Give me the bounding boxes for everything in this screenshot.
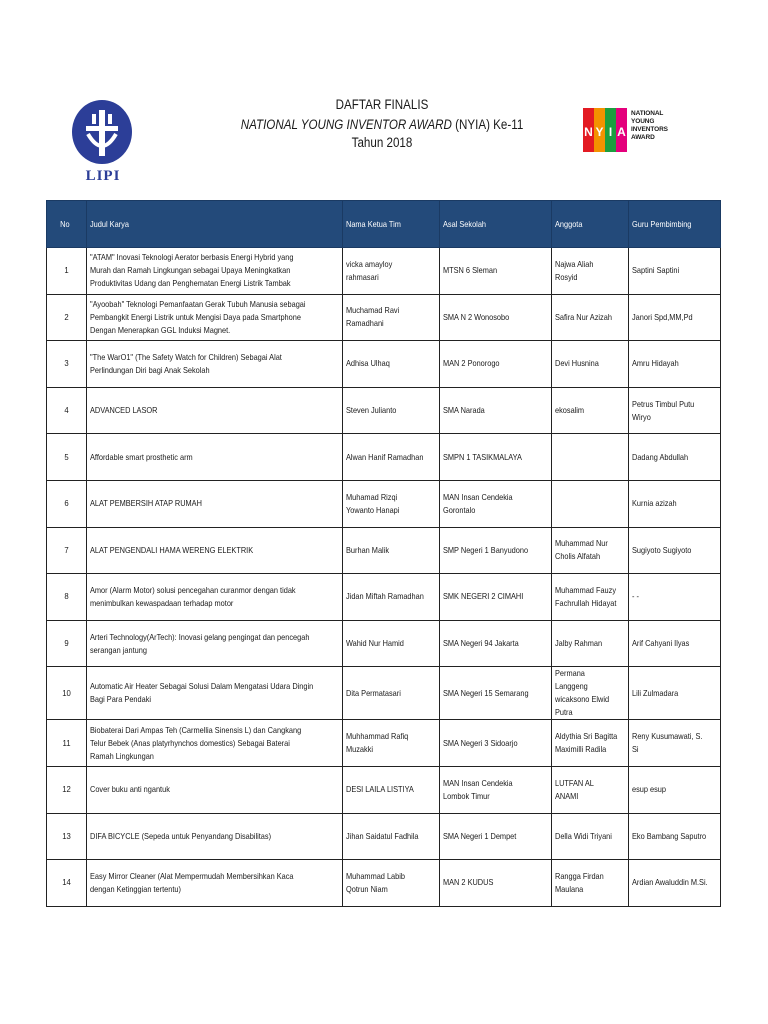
cell-guru: Dadang Abdullah (629, 434, 721, 481)
cell-anggota: Muhammad Nur Cholis Alfatah (552, 527, 629, 574)
table-row (47, 574, 721, 621)
cell-anggota: Jalby Rahman (552, 620, 629, 667)
nyia-logo-text (631, 110, 668, 142)
cell-no: 2 (47, 294, 87, 341)
cell-guru: Eko Bambang Saputro (629, 813, 721, 860)
cell-guru: - - (629, 574, 721, 621)
cell-guru: Saptini Saptini (629, 248, 721, 295)
table-row (47, 387, 721, 434)
cell-nama: Muhhammad Rafiq Muzakki (343, 720, 440, 767)
nyia-logo (583, 104, 683, 156)
page-subtitle (225, 116, 538, 152)
cell-asal: SMP Negeri 1 Banyudono (440, 527, 552, 574)
title-block (200, 96, 564, 152)
cell-judul: "Ayoobah" Teknologi Pemanfaatan Gerak Tubuh Manusia sebagai Pembangkit Energi Listrik untuk Mengisi Daya pada Smartphone Dengan Menerapkan GGL Induksi Magnet. (87, 294, 343, 341)
cell-nama: Jihan Saidatul Fadhila (343, 813, 440, 860)
cell-judul: "The WarO1" (The Safety Watch for Children) Sebagai Alat Perlindungan Diri bagi Anak Sekolah (87, 341, 343, 388)
cell-no: 14 (47, 860, 87, 907)
cell-guru: Amru Hidayah (629, 341, 721, 388)
cell-judul: DIFA BICYCLE (Sepeda untuk Penyandang Disabilitas) (87, 813, 343, 860)
cell-judul: Cover buku anti ngantuk (87, 766, 343, 813)
cell-no: 3 (47, 341, 87, 388)
cell-anggota: Della Widi Triyani (552, 813, 629, 860)
cell-nama: Alwan Hanif Ramadhan (343, 434, 440, 481)
lipi-logo-text: LIPI (85, 168, 121, 184)
cell-no: 4 (47, 387, 87, 434)
cell-asal: SMA Narada (440, 387, 552, 434)
table-row (47, 527, 721, 574)
cell-no: 5 (47, 434, 87, 481)
table-row (47, 248, 721, 295)
cell-nama: Muchamad Ravi Ramadhani (343, 294, 440, 341)
column-header-guru: Guru Pembimbing (629, 201, 721, 248)
cell-judul: ADVANCED LASOR (87, 387, 343, 434)
table-row (47, 813, 721, 860)
cell-judul: Biobaterai Dari Ampas Teh (Carmellia Sinensis L) dan Cangkang Telur Bebek (Anas platyrhynchos domestics) Sebagai Baterai Ramah Lingkungan (87, 720, 343, 767)
cell-judul: Easy Mirror Cleaner (Alat Mempermudah Membersihkan Kaca dengan Ketinggian tertentu) (87, 860, 343, 907)
cell-anggota: Aldythia Sri Bagitta Maximilli Radila (552, 720, 629, 767)
cell-asal: SMA N 2 Wonosobo (440, 294, 552, 341)
document-header (0, 0, 768, 200)
page-title: DAFTAR FINALIS (335, 97, 429, 112)
cell-asal: SMA Negeri 1 Dempet (440, 813, 552, 860)
cell-guru: Petrus Timbul Putu Wiryo (629, 387, 721, 434)
cell-no: 13 (47, 813, 87, 860)
table-row (47, 720, 721, 767)
cell-no: 8 (47, 574, 87, 621)
column-header-asal: Asal Sekolah (440, 201, 552, 248)
cell-anggota: LUTFAN AL ANAMI (552, 766, 629, 813)
nyia-line: NATIONAL (631, 110, 664, 117)
cell-anggota: Permana Langgeng wicaksono Elwid Putra (552, 667, 629, 720)
cell-judul: Automatic Air Heater Sebagai Solusi Dalam Mengatasi Udara Dingin Bagi Para Pendaki (87, 667, 343, 720)
award-edition: (NYIA) Ke-11 Tahun 2018 (351, 117, 524, 150)
cell-judul: Arteri Technology(ArTech): Inovasi gelang pengingat dan pencegah serangan jantung (87, 620, 343, 667)
cell-guru: Ardian Awaluddin M.Si. (629, 860, 721, 907)
nyia-line: AWARD (631, 134, 655, 141)
cell-no: 11 (47, 720, 87, 767)
cell-asal: MAN Insan Cendekia Lombok Timur (440, 766, 552, 813)
table-row (47, 766, 721, 813)
cell-guru: Janori Spd,MM,Pd (629, 294, 721, 341)
cell-no: 12 (47, 766, 87, 813)
table-row (47, 341, 721, 388)
cell-guru: Kurnia azizah (629, 480, 721, 527)
table-row (47, 294, 721, 341)
cell-no: 7 (47, 527, 87, 574)
cell-nama: Steven Julianto (343, 387, 440, 434)
cell-judul: Affordable smart prosthetic arm (87, 434, 343, 481)
cell-anggota (552, 434, 629, 481)
cell-anggota: ekosalim (552, 387, 629, 434)
cell-asal: MAN 2 KUDUS (440, 860, 552, 907)
cell-guru: Sugiyoto Sugiyoto (629, 527, 721, 574)
cell-anggota (552, 480, 629, 527)
cell-nama: Muhamad Rizqi Yowanto Hanapi (343, 480, 440, 527)
cell-nama: Dita Permatasari (343, 667, 440, 720)
cell-asal: SMA Negeri 15 Semarang (440, 667, 552, 720)
nyia-letter: N (584, 125, 593, 139)
nyia-line: INVENTORS (631, 126, 668, 133)
cell-guru: esup esup (629, 766, 721, 813)
cell-judul: ALAT PEMBERSIH ATAP RUMAH (87, 480, 343, 527)
column-header-no: No (47, 201, 87, 248)
cell-nama: Burhan Malik (343, 527, 440, 574)
table-row (47, 434, 721, 481)
table-row (47, 860, 721, 907)
cell-asal: SMA Negeri 3 Sidoarjo (440, 720, 552, 767)
cell-nama: vicka amayloy rahmasari (343, 248, 440, 295)
cell-nama: Muhammad Labib Qotrun Niam (343, 860, 440, 907)
finalist-table (46, 200, 721, 907)
cell-guru: Arif Cahyani Ilyas (629, 620, 721, 667)
cell-asal: MAN Insan Cendekia Gorontalo (440, 480, 552, 527)
cell-nama: Adhisa Ulhaq (343, 341, 440, 388)
nyia-letter: Y (595, 125, 604, 139)
cell-asal: MTSN 6 Sleman (440, 248, 552, 295)
table-row (47, 620, 721, 667)
nyia-letter: A (617, 125, 626, 139)
cell-guru: Lili Zulmadara (629, 667, 721, 720)
nyia-letter: I (608, 125, 613, 139)
cell-guru: Reny Kusumawati, S. Si (629, 720, 721, 767)
award-name: NATIONAL YOUNG INVENTOR AWARD (240, 117, 452, 132)
cell-no: 1 (47, 248, 87, 295)
nyia-letters-icon (583, 104, 629, 156)
cell-no: 9 (47, 620, 87, 667)
cell-asal: MAN 2 Ponorogo (440, 341, 552, 388)
table-row (47, 667, 721, 720)
cell-anggota: Muhammad Fauzy Fachrullah Hidayat (552, 574, 629, 621)
cell-nama: DESI LAILA LISTIYA (343, 766, 440, 813)
column-header-judul: Judul Karya (87, 201, 343, 248)
nyia-line: YOUNG (631, 118, 655, 125)
cell-judul: "ATAM" Inovasi Teknologi Aerator berbasis Energi Hybrid yang Murah dan Ramah Lingkungan sebagai Upaya Meningkatkan Produktivitas Udang dan Penghematan Energi Listrik Tambak (87, 248, 343, 295)
cell-anggota: Najwa Aliah Rosyid (552, 248, 629, 295)
cell-no: 10 (47, 667, 87, 720)
column-header-anggota: Anggota (552, 201, 629, 248)
table-body (47, 248, 721, 907)
cell-asal: SMA Negeri 94 Jakarta (440, 620, 552, 667)
cell-anggota: Safira Nur Azizah (552, 294, 629, 341)
cell-no: 6 (47, 480, 87, 527)
cell-judul: ALAT PENGENDALI HAMA WERENG ELEKTRIK (87, 527, 343, 574)
cell-anggota: Devi Husnina (552, 341, 629, 388)
column-header-nama: Nama Ketua Tim (343, 201, 440, 248)
cell-judul: Amor (Alarm Motor) solusi pencegahan curanmor dengan tidak menimbulkan kewaspadaan terhadap motor (87, 574, 343, 621)
cell-nama: Wahid Nur Hamid (343, 620, 440, 667)
table-row (47, 480, 721, 527)
cell-asal: SMK NEGERI 2 CIMAHI (440, 574, 552, 621)
cell-asal: SMPN 1 TASIKMALAYA (440, 434, 552, 481)
table-header-row (47, 201, 721, 248)
cell-anggota: Rangga Firdan Maulana (552, 860, 629, 907)
cell-nama: Jidan Miftah Ramadhan (343, 574, 440, 621)
